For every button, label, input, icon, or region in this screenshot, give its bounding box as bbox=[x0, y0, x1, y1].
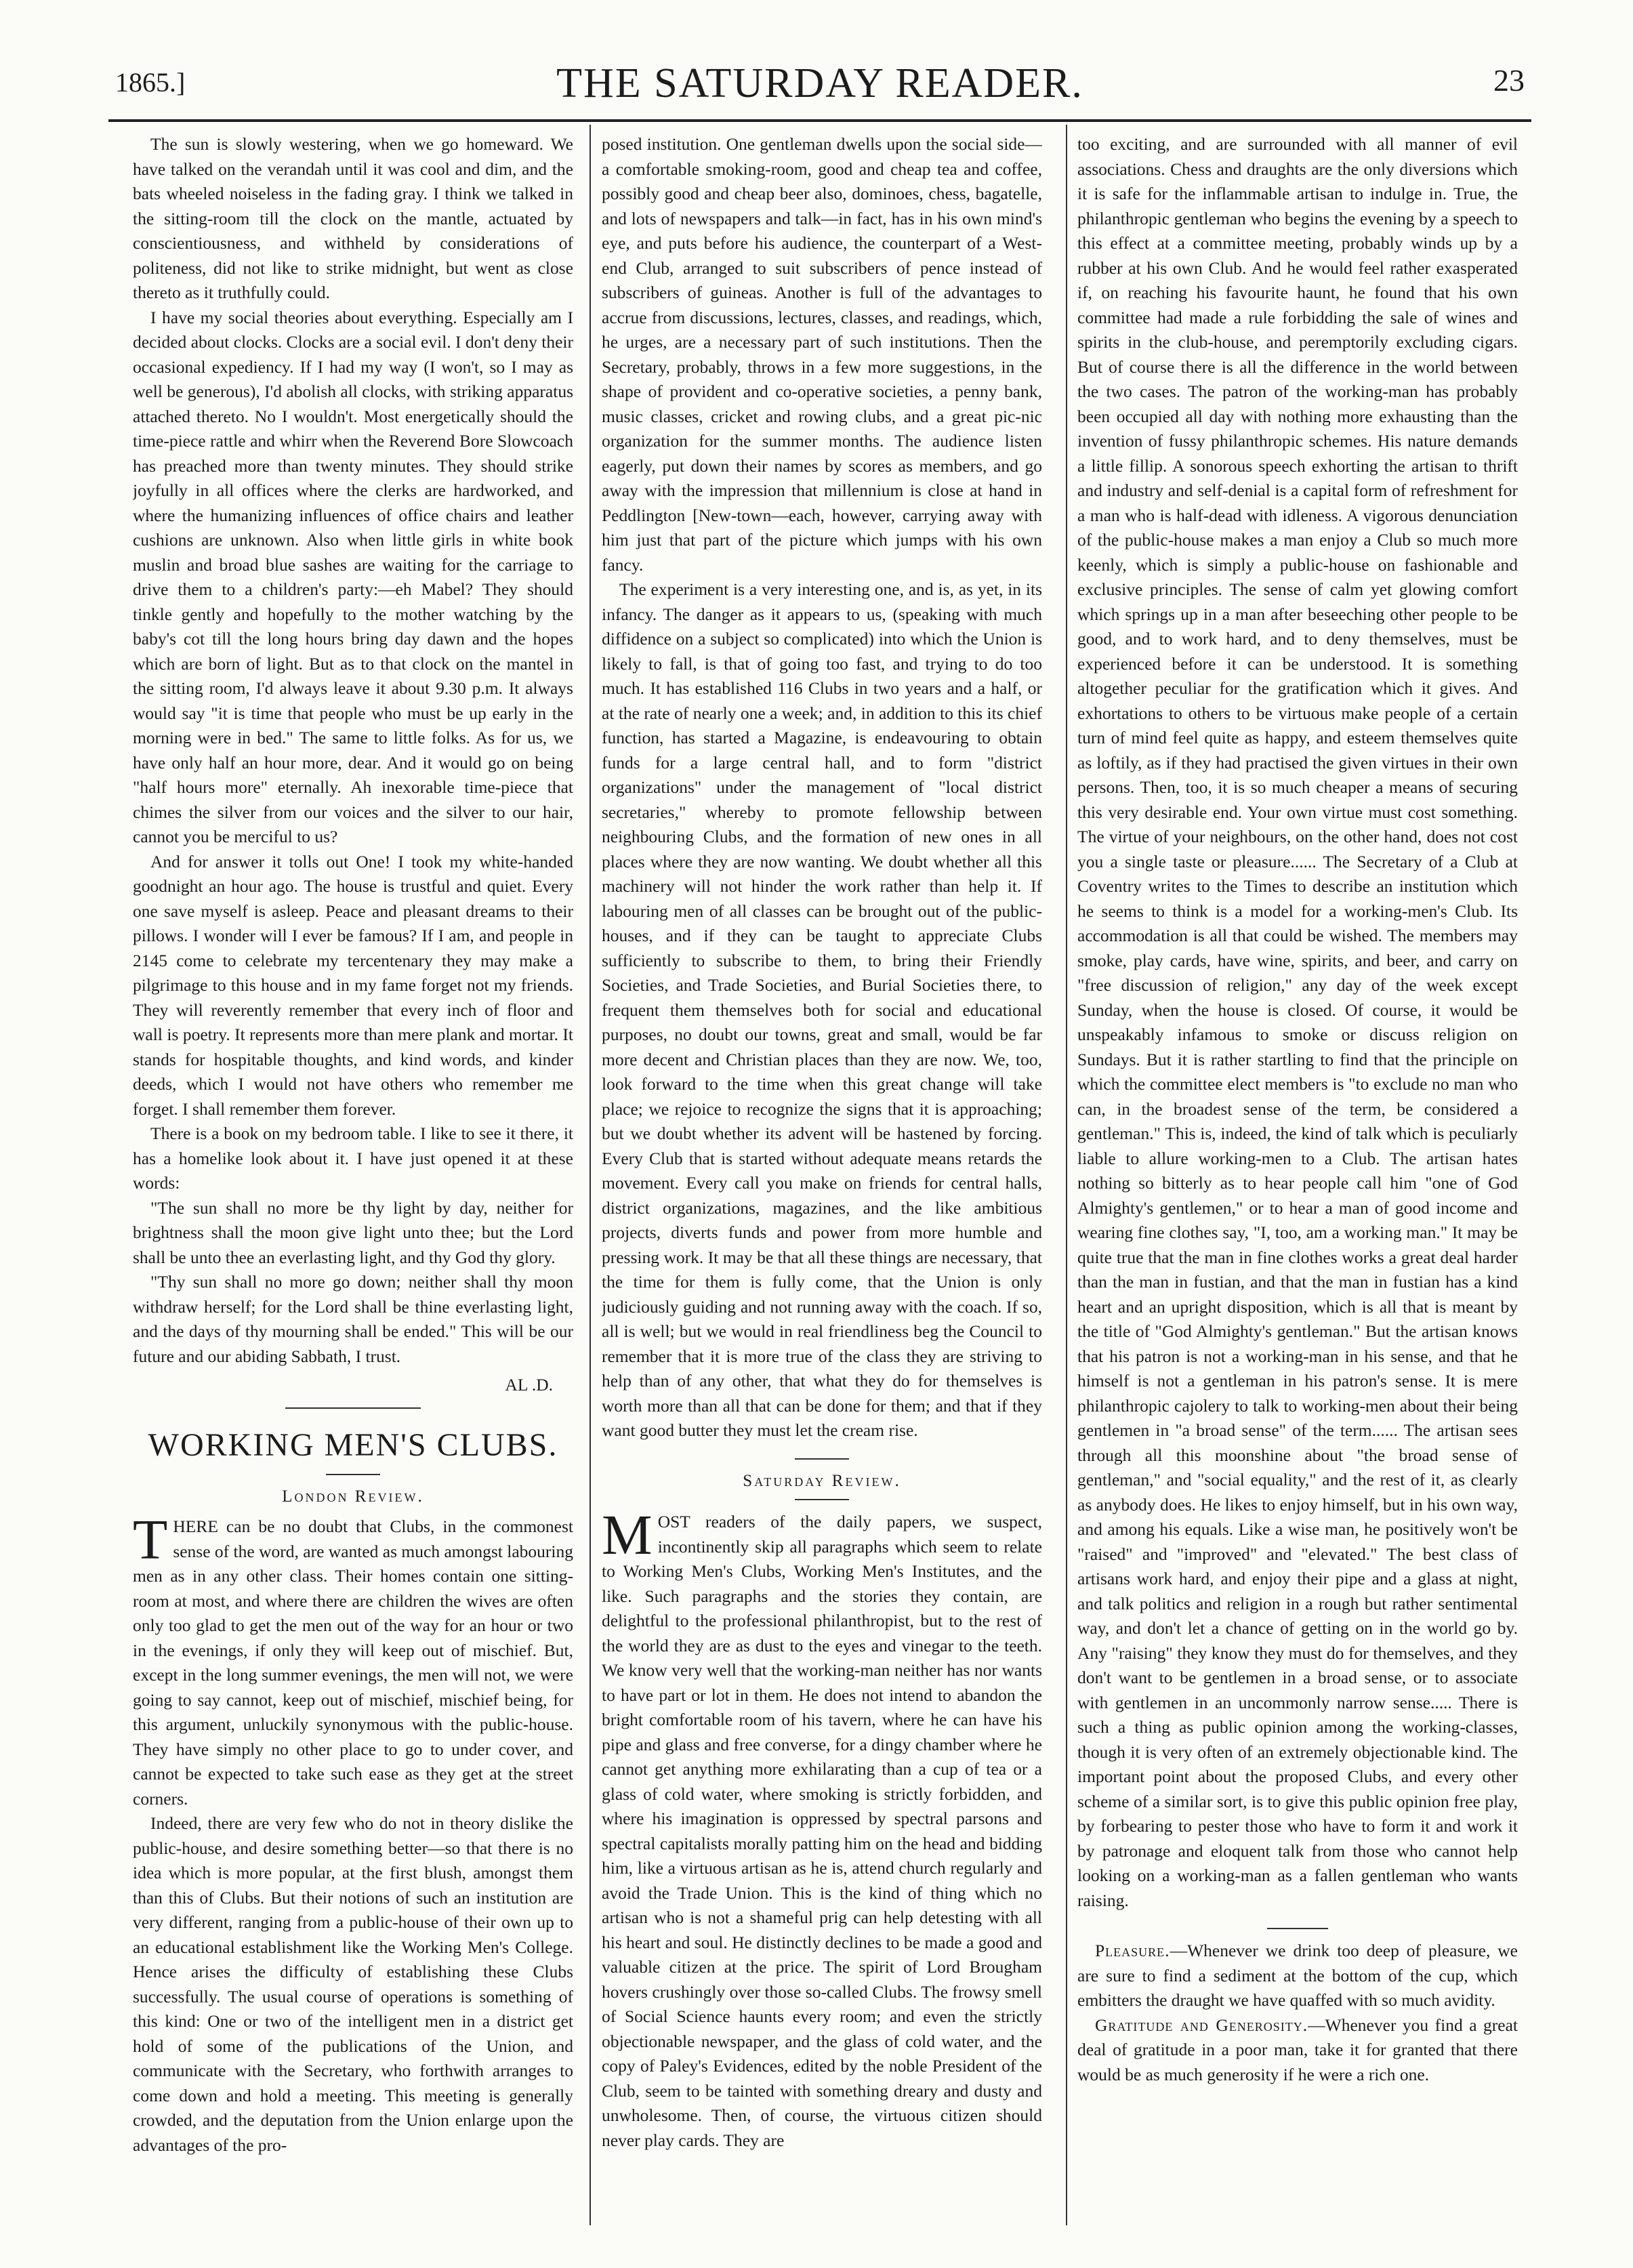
article-paragraph: posed institution. One gentleman dwells upon the social side—a comfortable smoking-room, good and cheap tea and coffee, possibly good and cheap beer also, dominoes, chess, bagatelle, and lots of newspapers and talk—in fact, has in his own mind's eye, and puts before his audience, the counterpart of a West-end Club, arranged to suit subscribers of pence instead of subscribers of guineas. Another is full of the advantages to accrue from discussions, lectures, classes, and readings, which, he urges, are a necessary part of such institutions. Then the Secretary, probably, throws in a few more suggestions, in the shape of provident and co-operative societies, a penny bank, music classes, cricket and rowing clubs, and a great pic-nic organization for the summer months. The audience listen eagerly, put down their names by scores as members, and go away with the impression that millennium is close at hand in Peddlington [New-town—each, however, carrying away with him just that part of the picture which jumps with his own fancy. bbox=[602, 134, 1042, 575]
article-paragraph: Indeed, there are very few who do not in theory dislike the public-house, and desire something better—so that there is no idea which is more popular, at the first blush, amongst them than this of Clubs. But their notions of such an institution are very different, ranging from a public-house of their own up to an educational establishment like the Working Men's College. Hence arises the difficulty of establishing these Clubs successfully. The usual course of operations is something of this kind: One or two of the intelligent men in a district get hold of some of the publications of the Union, and communicate with the Secretary, who forthwith arranges to come down and hold a meeting. This meeting is generally crowded, and the deputation from the Union enlarge upon the advantages of the pro- bbox=[133, 1813, 573, 2155]
source-subhead: Saturday Review. bbox=[743, 1471, 901, 1490]
essay-paragraph: I have my social theories about everything. Especially am I decided about clocks. Clocks are a social evil. I don't deny their occasional expediency. If I had my way (I won't, so I may as well be generous), I'd abolish all clocks, with striking apparatus attached thereto. No I wouldn't. Most energetically should the time-piece rattle and whirr when the Reverend Bore Slowcoach has preached more than twenty minutes. They should strike joyfully in all offices where the clerks are hardworked, and where the humanizing influences of office chairs and leather cushions are unknown. Also when little girls in white book muslin and broad blue sashes are waiting for the carriage to drive them to a children's party:—eh Mabel? They should tinkle gently and hopefully to the mother watching by the baby's cot till the long hours bring day dawn and the hopes which are born of light. But as to that clock on the mantel in the sitting room, I'd always leave it about 9.30 p.m. It always would say "it is time that people who must be up early in the morning were in bed." The same to little folks. As for us, we have only half an hour more, dear. And it would go on being "half hours more" eternally. Ah inexorable time-piece that chimes the silver from our voices and the silver to our hair, cannot you be merciful to us? bbox=[133, 307, 573, 846]
essay-paragraph: There is a book on my bedroom table. I like to see it there, it has a homelike look about it. I have just opened it at these words: bbox=[133, 1123, 573, 1193]
scripture-quote: "Thy sun shall no more go down; neither shall thy moon withdraw herself; for the Lord shall be thine everlasting light, and the days of thy mourning shall be ended." This will be our future and our abiding Sabbath, I trust. bbox=[133, 1272, 573, 1366]
article-text: HERE can be no doubt that Clubs, in the commonest sense of the word, are wanted as much amongst labouring men as in any other class. Their homes contain one sitting-room at most, and where there are children the wives are often only too glad to get the men out of the way for an hour or two in the evenings, if only they will keep out of mischief. But, except in the long summer evenings, the men will not, we were going to say cannot, keep out of mischief, mischief being, for this argument, unluckily synonymous with the public-house. They have simply no other place to go to under cover, and cannot be expected to take such ease as they get at the street corners. bbox=[133, 1517, 573, 1809]
note-paragraph bbox=[1077, 2013, 1518, 2088]
note-lead: Pleasure. bbox=[1095, 1941, 1170, 1960]
article-paragraph: too exciting, and are surrounded with all manner of evil associations. Chess and draughts are the only diversions which it is safe for the inflammable artisan to indulge in. True, the philanthropic gentleman who begins the evening by a speech to this effect at a committee meeting, probably winds up by a rubber at his own Club. And he would feel rather exasperated if, on reaching his favourite haunt, he found that his own committee had made a rule forbidding the sale of wines and spirits in the club-house, and peremptorily excluding cigars. But of course there is all the difference in the world between the two cases. The patron of the working-man has probably been occupied all day with nothing more exhausting than the invention of fussy philanthropic schemes. His nature demands a little fillip. A sonorous speech exhorting the artisan to thrift and industry and self-denial is a capital form of refreshment for a man who is half-dead with idleness. A vigorous denunciation of the public-house makes a man enjoy a Club so much more keenly, which is simply a public-house on fashionable and exclusive principles. The sense of calm yet glowing comfort which springs up in a man after beseeching other people to be good, and to work hard, and to deny themselves, must be experienced before it can be understood. It is something altogether peculiar for the gratification which it gives. And exhortations to others to be virtuous make people of a certain turn of mind feel quite as happy, and esteem themselves quite as loftily, as if they had practised the given virtues in their own persons. Then, too, it is so much cheaper a means of securing this very desirable end. Your own virtue must cost something. The virtue of your neighbours, on the other hand, does not cost you a single taste or pleasure...... The Secretary of a Club at Coventry writes to the Times to describe an institution which he seems to think is a model for a working-men's Club. Its accommodation is all that could be wished. The members may smoke, play cards, have wine, spirits, and beer, and carry on "free discussion of religion," any day of the week except Sunday, when the house is closed. Of course, it would be unspeakably infamous to smoke or discuss religion on Sundays. But it is rather startling to find that the principle on which the committee elect members is "to exclude no man who can, in the broadest sense of the term, be considered a gentleman." This is, indeed, the kind of talk which is peculiarly liable to allure working-men to a Club. The artisan hates nothing so bitterly as to hear people call him "one of God Almighty's gentlemen," or to hear a man of good income and wearing fine clothes say, "I, too, am a working man." It may be quite true that the man in fine clothes works a great deal harder than the man in fustian, and that the man in fustian has a kind heart and an upright disposition, which is all that is meant by the title of "God Almighty's gentleman." But the artisan knows that his patron is not a working-man in his sense, and that he himself is not a gentleman in his patron's sense. It is mere philanthropic cajolery to talk to working-men about their being gentlemen in "a broad sense" of the term...... The artisan sees through all this moonshine about "the broad sense of gentleman," and "social equality," and the rest of it, as clearly as anybody does. He likes to enjoy himself, but in his own way, and among his equals. Like a wise man, he positively won't be "raised" and "improved" and "elevated." The best class of artisans work hard, and enjoy their pipe and a glass at night, and talk politics and religion in a rough but rather sentimental way, and don't let a chance of getting on in the world go by. Any "raising" they know they must do for themselves, and they don't want to be gentlemen in a broad sense, or to associate with gentlemen in an uncommonly narrow sense..... There is such a thing as public opinion among the working-classes, though it is very often of an extremely objectionable kind. The important point about the proposed Clubs, and every other scheme of a similar sort, is to give this public opinion free play, by forbearing to pester those who have to form it and work it by patronage and eloquent talk from those who cannot help looking on a working-man as a fallen gentleman who wants raising. bbox=[1077, 134, 1518, 1910]
masthead-date: 1865.] bbox=[115, 67, 186, 98]
source-subhead: London Review. bbox=[282, 1487, 424, 1506]
article-paragraph bbox=[602, 1504, 1042, 2153]
page-number: 23 bbox=[1493, 63, 1525, 98]
column-3 bbox=[1077, 132, 1518, 2253]
column-divider bbox=[590, 125, 591, 2225]
note-paragraph bbox=[1077, 1939, 1518, 2013]
drop-cap: T bbox=[133, 1508, 168, 1571]
author-signature: AL .D. bbox=[505, 1375, 553, 1395]
essay-paragraph: And for answer it tolls out One! I took my white-handed goodnight an hour ago. The house is trustful and quiet. Every one save myself is asleep. Peace and pleasant dreams to their pillows. I wonder will I ever be famous? If I am, and people in 2145 come to celebrate my tercentenary they may make a pilgrimage to this house and in my fame forget not my friends. They will reverently remember that every inch of floor and wall is poetry. It represents more than mere plank and mortar. It stands for hospitable thoughts, and kind words, and kinder deeds, which I would not have others who remember me forget. I shall remember them forever. bbox=[133, 851, 573, 1119]
masthead bbox=[102, 53, 1538, 114]
note-text: —Whenever you find a great deal of gratitude in a poor man, take it for granted that there would be as much generosity if he were a rich one. bbox=[1077, 2015, 1518, 2084]
scripture-quote: "The sun shall no more be thy light by day, neither for brightness shall the moon give light unto thee; but the Lord shall be unto thee an everlasting light, and thy God thy glory. bbox=[133, 1197, 573, 1267]
column-divider bbox=[1066, 125, 1067, 2225]
masthead-rule bbox=[108, 119, 1531, 122]
column-2 bbox=[602, 132, 1042, 2253]
article-paragraph: The experiment is a very interesting one, and is, as yet, in its infancy. The danger as it appears to us, (speaking with much diffidence on a subject so complicated) into which the Union is likely to fall, is that of going too fast, and trying to do too much. It has established 116 Clubs in two years and a half, or at the rate of nearly one a week; and, in addition to this its chief function, has started a Magazine, is endeavouring to obtain funds for a large central hall, and to form "district organizations" under the management of "local district secretaries," whereby to promote fellowship between neighbouring Clubs, and the formation of new ones in all places where they are now wanting. We doubt whether all this machinery will not hinder the work rather than help it. If labouring men of all classes can be brought out of the public-houses, and if they can be taught to appreciate Clubs sufficiently to subscribe to them, to bring their Friendly Societies, and Trade Societies, and Burial Societies there, to frequent them themselves both for social and educational purposes, no doubt our towns, great and small, would be far more decent and Christian places than they are now. We, too, look forward to the time when this great change will take place; we rejoice to recognize the signs that it is approaching; but we doubt whether its advent will be hastened by forcing. Every Club that is started without adequate means retards the movement. Every call you make on friends for central halls, district organizations, magazines, and the like ambitious projects, diverts funds and power from more humble and pressing work. It may be that all these things are necessary, that the time for them is fully come, that the Union is only judiciously guiding and not running away with the coach. If so, all is well; but we would in real friendliness beg the Council to remember that it is more true of the class they are striving to help than of any other, that what they do for themselves is worth more than all that can be done for them; and that if they want good butter they must let the cream rise. bbox=[602, 579, 1042, 1440]
essay-paragraph: The sun is slowly westering, when we go homeward. We have talked on the verandah until it was cool and dim, and the bats wheeled noiseless in the fading gray. I think we talked in the sitting-room till the clock on the mantle, actuated by conscientiousness, and withheld by considerations of politeness, did not like to strike midnight, but went as close thereto as it truthfully could. bbox=[133, 134, 573, 302]
drop-cap: M bbox=[602, 1504, 653, 1567]
note-text: —Whenever we drink too deep of pleasure, we are sure to find a sediment at the bottom of the cup, which embitters the draught we have quaffed with so much avidity. bbox=[1077, 1941, 1518, 2010]
column-1 bbox=[133, 132, 573, 2253]
section-separator bbox=[285, 1407, 421, 1409]
note-lead: Gratitude and Generosity. bbox=[1095, 2015, 1308, 2035]
section-separator bbox=[795, 1499, 849, 1500]
section-separator bbox=[795, 1458, 849, 1460]
masthead-title: THE SATURDAY READER. bbox=[556, 60, 1083, 106]
section-separator bbox=[326, 1474, 380, 1475]
section-title: WORKING MEN'S CLUBS. bbox=[148, 1426, 558, 1463]
article-paragraph bbox=[133, 1508, 573, 1811]
article-text: OST readers of the daily papers, we suspect, incontinently skip all paragraphs which seem to relate to Working Men's Clubs, Working Men's Institutes, and the like. Such paragraphs and the stories they contain, are delightful to the professional philanthropist, but to the rest of the world they are as dust to the eyes and vinegar to the teeth. We know very well that the working-man neither has nor wants to have part or lot in them. He does not intend to abandon the bright comfortable room of his tavern, where he can have his pipe and glass and free converse, for a dingy chamber where he cannot get anything more exhilarating than a cup of tea or a glass of cold water, where smoking is strictly forbidden, and where his imagination is oppressed by spectral parsons and spectral capitalists morally patting him on the head and bidding him, like a virtuous artisan as he is, attend church regularly and avoid the Trade Union. This is the kind of thing which no artisan who is not a shameful prig can help detesting with all his heart and soul. He distinctly declines to be made a good and valuable citizen at the price. The spirit of Lord Brougham hovers crushingly over those so-called Clubs. The frowsy smell of Social Science haunts every room; and even the strictly objectionable newspaper, and the glass of cold water, and the copy of Paley's Evidences, edited by the noble President of the Club, seem to be tainted with something dreary and dusty and unwholesome. Then, of course, the virtuous citizen should never play cards. They are bbox=[602, 1512, 1042, 2150]
section-separator bbox=[1267, 1928, 1328, 1929]
